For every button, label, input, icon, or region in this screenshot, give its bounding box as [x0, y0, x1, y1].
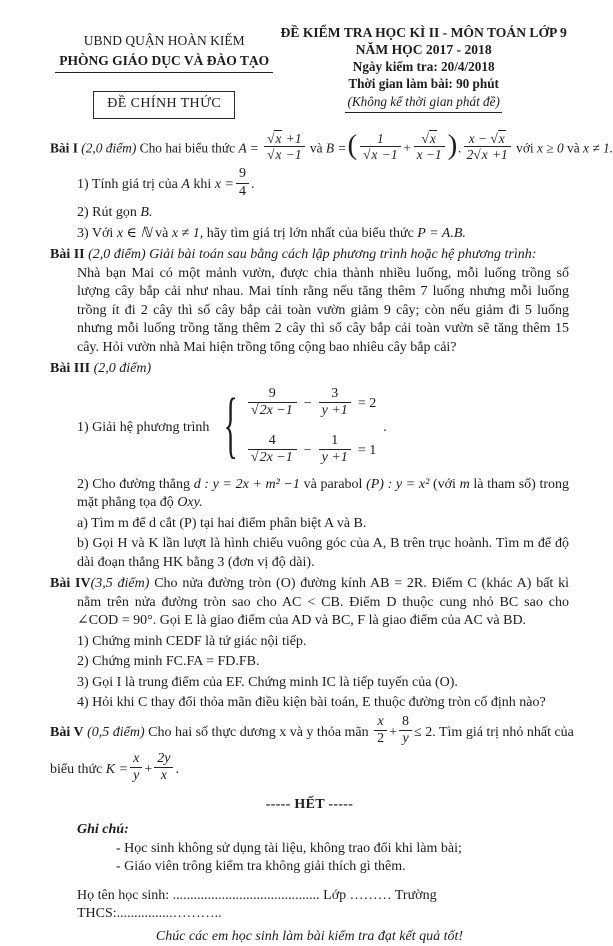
expr-B-lhs: B =: [325, 139, 347, 155]
fraction-denominator: x: [154, 767, 173, 785]
sqrt-radicand: x: [498, 130, 505, 146]
denominator-tail: −1: [378, 147, 398, 163]
sqrt-radicand: x: [371, 147, 378, 163]
bai1-intro-line: Bài I (2,0 điểm) Cho hai biểu thức A = $\frac{√x +1}{√x -1}$ và B =( $\frac{1}{√x -1}$ + $\frac{√x}{x -1}$ ). $\frac{x - √x}{2√x +1}$ với x ≥ 0 và x ≠ 1.: [50, 128, 613, 163]
fraction-8-y: [399, 714, 412, 748]
bai4-problem-text: [50, 575, 569, 631]
bai3-item-1: [77, 383, 569, 474]
condition-and: và: [567, 139, 580, 155]
condition-x-ge-0: x ≥ 0: [536, 139, 564, 155]
bai2-label: Bài II: [50, 247, 85, 263]
sqrt-icon: √: [250, 450, 259, 466]
system-equation-2: [246, 432, 377, 469]
bai5-points: (0,5 điểm): [87, 724, 145, 740]
item-text: và: [155, 225, 169, 241]
document-header: [50, 24, 569, 119]
sqrt-icon: √: [267, 147, 275, 163]
fraction-denominator: [360, 146, 400, 163]
fraction-numerator: 2y: [157, 750, 171, 766]
bai3-points: (2,0 điểm): [93, 361, 152, 377]
numerator-prefix: x −: [468, 130, 491, 146]
bai2-problem-text: Nhà bạn Mai có một mảnh vườn, được chia thành nhiều luống, mỗi luống trồng số lượng cây bắp cải như nhau. Mai tính rằng nếu tăng thêm 7 luống nhưng mỗi luống trồng ít đi 2 cây thì số cây bắp cải toàn vườn giảm 9 cây; còn nếu giảm đi 5 luống nhưng mỗi luống trồng tăng thêm 2 cây thì số cây bắp cải toàn vườn sẽ tăng thêm 15 cây. Hỏi vườn nhà Mai hiện trồng tổng cộng bao nhiêu cây bắp cải?: [77, 265, 569, 355]
plus-sign: +: [144, 761, 153, 777]
fraction-numerator: 9: [268, 385, 276, 401]
fraction-numerator: 3: [331, 385, 339, 401]
numerator-tail: +1: [282, 130, 302, 146]
sqrt-icon: √: [490, 130, 498, 146]
fraction-eq2-term2: [319, 433, 351, 467]
bai1-intro-text: Cho hai biểu thức: [139, 139, 236, 155]
official-exam-box-wrap: [50, 91, 278, 119]
fraction-numerator: [464, 131, 511, 147]
P-equals-AB: P = A.B.: [417, 225, 466, 241]
notes-title: Ghi chú:: [77, 822, 129, 838]
item-text: hãy tìm giá trị lớn nhất của biểu thức: [206, 225, 414, 241]
line-d-equation: d : y = 2x + m² −1: [193, 476, 300, 492]
sqrt-icon: √: [363, 147, 371, 163]
sqrt-radicand: x: [429, 130, 436, 146]
sqrt-radicand: 2x −1: [259, 403, 293, 419]
fraction-9-4: [236, 166, 249, 200]
sqrt-icon: √: [421, 130, 429, 146]
bai1-item-3: [77, 225, 569, 244]
student-name-line: Họ tên học sinh: .......................................... Lớp ……… Trường THCS:................………..: [77, 887, 437, 922]
fraction-numerator: x: [377, 713, 384, 729]
bai2-points: (2,0 điểm): [88, 247, 146, 263]
good-luck-line: Chúc các em học sinh làm bài kiểm tra đạt kết quả tốt!: [155, 928, 464, 944]
fraction-denominator: [264, 146, 304, 163]
section-bai-5: [50, 713, 574, 787]
var-A: A: [181, 177, 190, 193]
fraction-denominator: [464, 146, 511, 163]
item-text: khi: [193, 177, 212, 193]
issuing-authority-block: [50, 24, 278, 119]
bai3-item-2b: b) Gọi H và K lần lượt là hình chiếu vuông góc của A, B trên trục hoành. Tìm m để độ dài đoạn thẳng HK bằng 3 (đơn vị độ dài).: [77, 536, 569, 570]
denominator-tail: +1: [488, 147, 508, 163]
bai5-intro-text: Cho hai số thực dương x và y thỏa mãn: [148, 724, 369, 740]
department-line: [50, 52, 278, 74]
end-marker: ----- HẾT -----: [265, 796, 354, 812]
fraction-denominator: y +1: [319, 402, 351, 420]
item-text: 1) Giải hệ phương trình: [77, 419, 210, 435]
exam-title: ĐỀ KIỂM TRA HỌC KÌ II - MÔN TOÁN LỚP 9: [280, 25, 567, 40]
minus-sign: −: [303, 396, 312, 412]
x-equals: x =: [214, 177, 234, 193]
fraction-denominator: [248, 402, 297, 420]
bai3-label: Bài III: [50, 361, 91, 377]
bai3-title-line: [50, 360, 569, 379]
fraction-B-term3: [464, 131, 511, 164]
fraction-denominator: 2: [374, 730, 387, 748]
fraction-x-y: [130, 751, 142, 785]
fraction-denominator: y +1: [319, 449, 351, 467]
exam-date: Ngày kiểm tra: 20/4/2018: [352, 59, 495, 74]
section-bai-4: [50, 575, 569, 713]
authority-line: UBND QUẬN HOÀN KIẾM: [83, 33, 245, 48]
bai4-item-4: 4) Hỏi khi C thay đổi thỏa mãn điều kiện bài toán, E thuộc đường tròn cố định nào?: [77, 695, 546, 711]
fraction-numerator: 4: [268, 432, 276, 448]
bai1-points: (2,0 điểm): [81, 139, 137, 155]
period: .: [383, 419, 387, 435]
school-year: NĂM HỌC 2017 - 2018: [355, 42, 492, 57]
parabola-equation: (P) : y = x²: [366, 476, 430, 492]
sqrt-radicand: x: [275, 147, 282, 163]
sqrt-radicand: x: [481, 147, 488, 163]
bai1-items: [77, 168, 569, 243]
bai4-points: (3,5 điểm): [90, 576, 150, 592]
x-in-N: x ∈ ℕ: [116, 225, 152, 241]
fraction-numerator: 9: [238, 166, 246, 182]
notes-block: [50, 821, 569, 877]
fraction-eq2-term1: [248, 433, 297, 467]
bai3-item-2a: a) Tìm m để d cắt (P) tại hai điểm phân biệt A và B.: [77, 515, 367, 531]
plus-sign: +: [389, 724, 398, 740]
fraction-denominator: 4: [236, 183, 249, 201]
fraction-2y-x: [154, 751, 173, 785]
section-bai-2: [50, 246, 569, 357]
equation-rhs: = 2: [357, 396, 377, 412]
multiply-dot: .: [458, 139, 462, 155]
item-text: và parabol: [303, 476, 363, 492]
duration-note-text: (Không kể thời gian phát đề): [345, 93, 501, 113]
period: .: [175, 761, 179, 777]
expr-A-lhs: A =: [238, 139, 259, 155]
K-equals: K =: [105, 761, 129, 777]
official-exam-box: ĐỀ CHÍNH THỨC: [93, 91, 235, 119]
bai4-label: Bài IV: [50, 576, 91, 592]
bai5-expression-line: [50, 750, 569, 787]
x-ne-1: x ≠ 1,: [171, 225, 204, 241]
bai2-intro-italic: Giải bài toán sau bằng cách lập phương trình hoặc hệ phương trình:: [149, 247, 537, 263]
bai4-body-text: Cho nửa đường tròn (O) đường kính AB = 2R. Điểm C (khác A) bất kì nằm trên nửa đường tròn sao cho AC < CB. Điểm D thuộc cung nhỏ BC sao cho ∠COD = 90°. Gọi E là giao điểm của AD và BC, F là giao điểm của AC và BD.: [77, 576, 569, 629]
note-line-2: - Giáo viên trông kiểm tra không giải thích gì thêm.: [116, 859, 406, 875]
item-text: 1) Tính giá trị của: [77, 177, 178, 193]
fraction-denominator: [248, 449, 297, 467]
sqrt-icon: √: [267, 130, 275, 146]
fraction-eq1-term2: [319, 386, 351, 420]
minus-sign: −: [303, 443, 312, 459]
fraction-numerator: 8: [402, 713, 410, 729]
item-text: biểu thức: [50, 761, 103, 777]
fraction-denominator: x −1: [414, 146, 445, 163]
denominator-tail: −1: [282, 147, 302, 163]
duration-note: [278, 93, 569, 113]
fraction-numerator: x: [133, 750, 140, 766]
sqrt-icon: √: [473, 147, 481, 163]
exam-info-block: [278, 24, 569, 119]
fraction-denominator: y: [399, 730, 412, 748]
item-text: 2) Rút gọn: [77, 205, 137, 221]
bai4-item-1: 1) Chứng minh CEDF là tứ giác nội tiếp.: [77, 633, 307, 649]
fraction-B-term1: [360, 131, 400, 164]
equation-rhs: = 1: [357, 443, 377, 459]
period: .: [250, 177, 255, 193]
connector-va: và: [309, 139, 323, 155]
system-equation-1: [246, 385, 377, 422]
bai5-mid-text: Tìm giá trị nhỏ nhất của: [438, 724, 574, 740]
fraction-B-term2: [414, 131, 445, 164]
bai4-items: [77, 633, 569, 713]
condition-x-ne-1: x ≠ 1.: [583, 139, 613, 155]
sqrt-icon: √: [250, 403, 259, 419]
bai5-intro-line: [50, 713, 574, 750]
bai3-items: [77, 383, 569, 573]
exam-duration: Thời gian làm bài: 90 phút: [348, 76, 499, 91]
sqrt-radicand: 2x −1: [259, 450, 293, 466]
denominator-prefix: 2: [466, 147, 474, 163]
bai4-item-3: 3) Gọi I là trung điểm của EF. Chứng minh IC là tiếp tuyến của (O).: [77, 674, 458, 690]
plus-sign: +: [402, 139, 412, 155]
var-B: B.: [140, 205, 153, 221]
item-text: là tham số) trong mặt phẳng tọa độ: [77, 476, 570, 511]
oxy-plane: Oxy.: [177, 495, 203, 511]
section-bai-3: [50, 360, 569, 572]
system-brace: {: [224, 385, 239, 468]
fraction-numerator: [414, 131, 445, 147]
item-text: (với: [432, 476, 456, 492]
bai3-item-2: [77, 476, 569, 513]
section-bai-1: [50, 128, 613, 244]
bai1-item-2: [77, 204, 569, 223]
bai5-label: Bài V: [50, 724, 84, 740]
var-m: m: [459, 476, 470, 492]
sqrt-radicand: x: [275, 130, 282, 146]
fraction-numerator: [264, 131, 304, 147]
fraction-x-2: [374, 714, 387, 748]
fraction-denominator: y: [130, 767, 142, 785]
fraction-expr-A: [264, 131, 304, 164]
note-line-1: - Học sinh không sử dụng tài liệu, không trao đổi khi làm bài;: [116, 840, 462, 856]
bai1-label: Bài I: [50, 139, 78, 155]
bai2-title-line: [50, 246, 569, 265]
item-text: 2) Cho đường thẳng: [77, 476, 191, 492]
condition-text: với: [516, 139, 534, 155]
bai1-item-1: [77, 168, 569, 202]
item-text: 3) Với: [77, 225, 114, 241]
fraction-eq1-term1: [248, 386, 297, 420]
bai4-item-2: 2) Chứng minh FC.FA = FD.FB.: [77, 654, 260, 670]
department-text: PHÒNG GIÁO DỤC VÀ ĐÀO TẠO: [55, 52, 273, 74]
inequality-rhs: ≤ 2.: [414, 724, 436, 740]
fraction-numerator: 1: [331, 432, 339, 448]
fraction-numerator: 1: [376, 130, 384, 146]
equation-system: [246, 385, 377, 469]
